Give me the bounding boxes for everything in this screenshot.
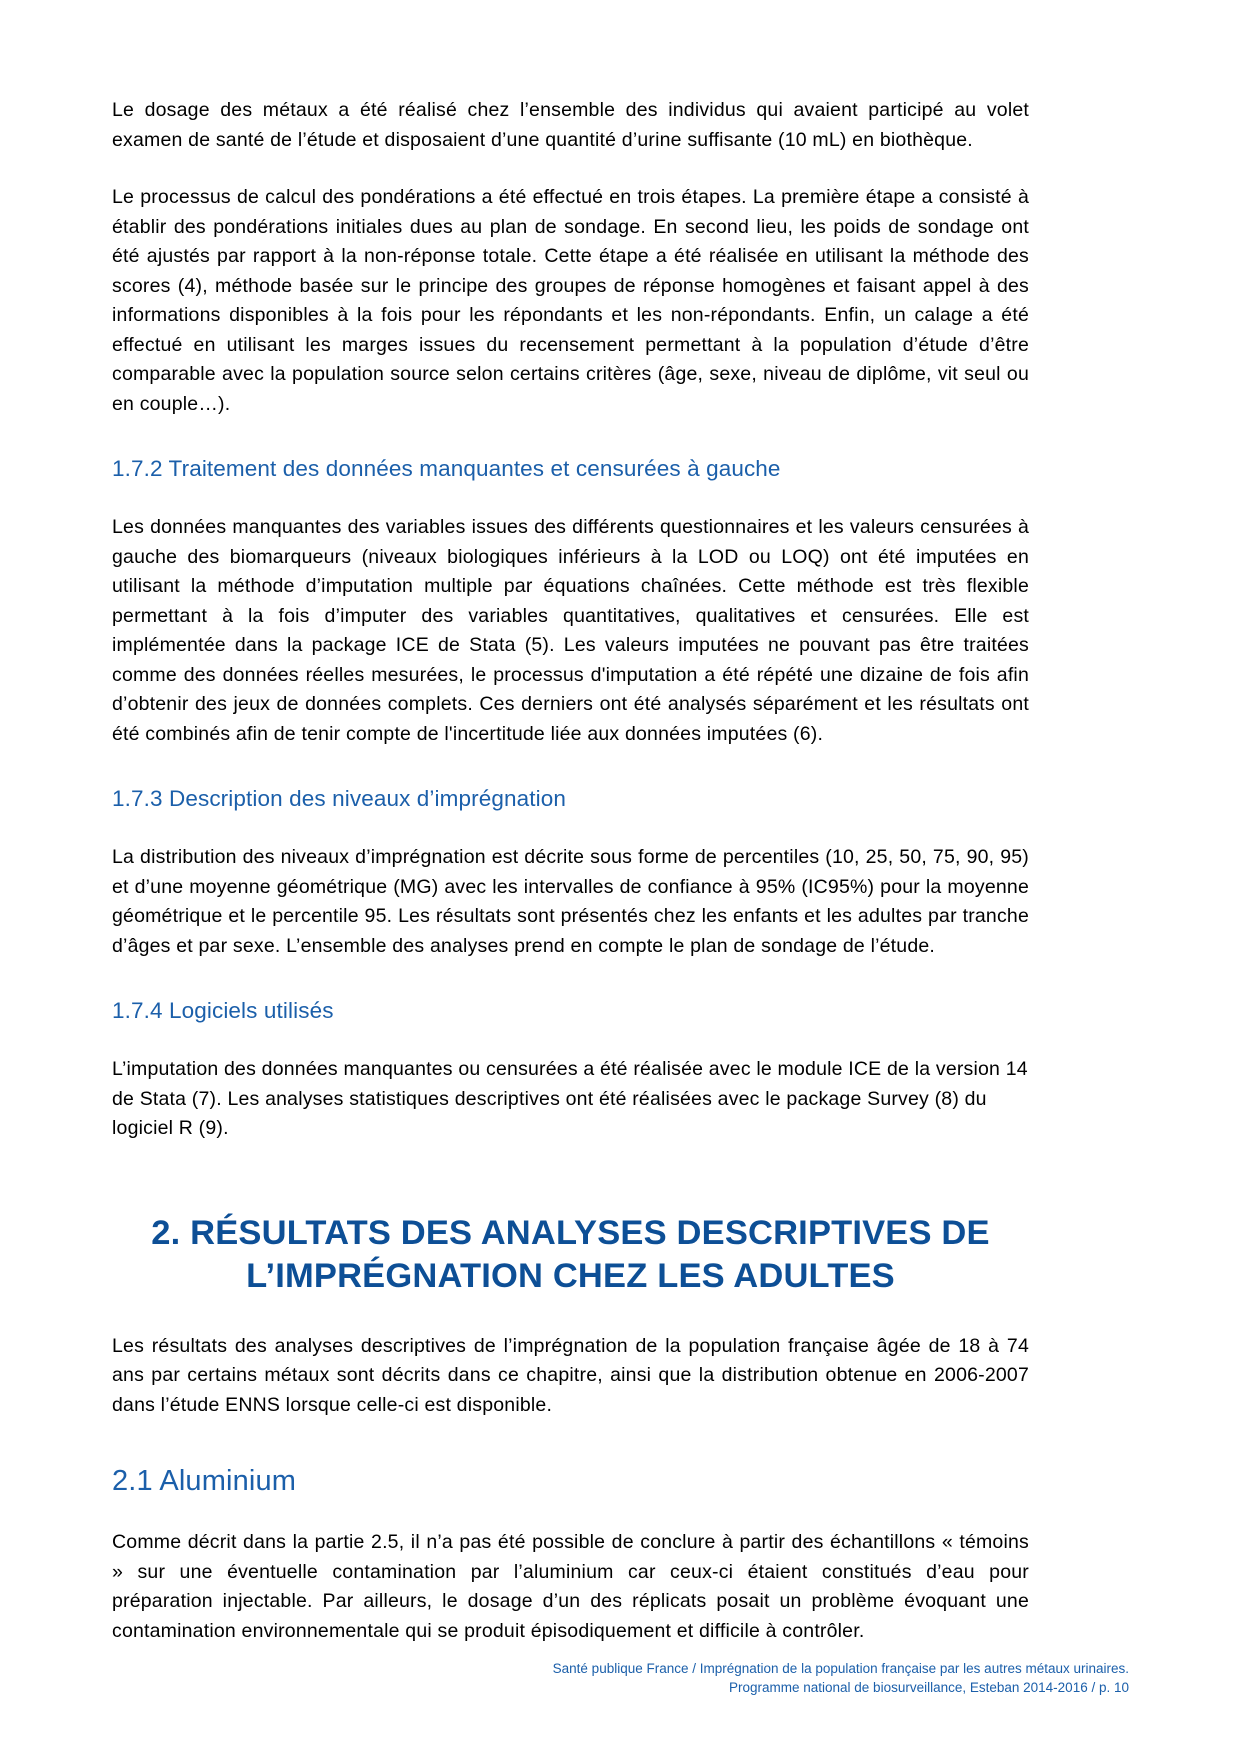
- footer-line-organization: Santé publique France / Imprégnation de la population française par les autres métaux urinaires.: [552, 1661, 1129, 1676]
- paragraph-impregnation-description: La distribution des niveaux d’imprégnation est décrite sous forme de percentiles (10, 25, 50, 75, 90, 95) et d’une moyenne géométrique (MG) avec les intervalles de confiance à 95% (IC95%) pour la moyenne géométrique et le percentile 95. Les résultats sont présentés chez les enfants et les adultes par tranche d’âges et par sexe. L’ensemble des analyses prend en compte le plan de sondage de l’étude.: [112, 846, 1029, 957]
- paragraph-software-used: L’imputation des données manquantes ou censurées a été réalisée avec le module ICE de la version 14 de Stata (7). Les analyses statistiques descriptives ont été réalisées avec le package Survey (8) du logiciel R (9).: [112, 1058, 1028, 1139]
- page-content: [112, 96, 1029, 1646]
- heading-2-1-aluminium: 2.1 Aluminium: [112, 1465, 297, 1497]
- paragraph-metal-dosage: Le dosage des métaux a été réalisé chez l’ensemble des individus qui avaient participé au volet examen de santé de l’étude et disposaient d’une quantité d’urine suffisante (10 mL) en biothèque.: [112, 99, 1029, 151]
- heading-1-7-2: 1.7.2 Traitement des données manquantes et censurées à gauche: [112, 456, 781, 481]
- heading-1-7-4: 1.7.4 Logiciels utilisés: [112, 998, 334, 1023]
- heading-1-7-3: 1.7.3 Description des niveaux d’imprégnation: [112, 786, 566, 811]
- paragraph-weighting-process: Le processus de calcul des pondérations a été effectué en trois étapes. La première étape a consisté à établir des pondérations initiales dues au plan de sondage. En second lieu, les poids de sondage ont été ajustés par rapport à la non-réponse totale. Cette étape a été réalisée en utilisant la méthode des scores (4), méthode basée sur le principe des groupes de réponse homogènes et faisant appel à des informations disponibles à la fois pour les répondants et les non-répondants. Enfin, un calage a été effectué en utilisant les marges issues du recensement permettant à la population d’étude d’être comparable avec la population source selon certains critères (âge, sexe, niveau de diplôme, vit seul ou en couple…).: [112, 186, 1029, 415]
- chapter-title-2: 2. RÉSULTATS DES ANALYSES DESCRIPTIVES DE L’IMPRÉGNATION CHEZ LES ADULTES: [151, 1213, 990, 1295]
- paragraph-aluminium-contamination: Comme décrit dans la partie 2.5, il n’a pas été possible de conclure à partir des échantillons « témoins » sur une éventuelle contamination par l’aluminium car ceux-ci étaient constitués d’eau pour préparation injectable. Par ailleurs, le dosage d’un des réplicats posait un problème évoquant une contamination environnementale qui se produit épisodiquement et difficile à contrôler.: [112, 1531, 1029, 1642]
- paragraph-missing-data: Les données manquantes des variables issues des différents questionnaires et les valeurs censurées à gauche des biomarqueurs (niveaux biologiques inférieurs à la LOD ou LOQ) ont été imputées en utilisant la méthode d’imputation multiple par équations chaînées. Cette méthode est très flexible permettant à la fois d’imputer des variables quantitatives, qualitatives et censurées. Elle est implémentée dans la package ICE de Stata (5). Les valeurs imputées ne pouvant pas être traitées comme des données réelles mesurées, le processus d'imputation a été répété une dizaine de fois afin d’obtenir des jeux de données complets. Ces derniers ont été analysés séparément et les résultats ont été combinés afin de tenir compte de l'incertitude liée aux données imputées (6).: [112, 516, 1029, 745]
- footer-line-programme: Programme national de biosurveillance, Esteban 2014-2016 / p. 10: [728, 1680, 1129, 1695]
- page-footer: [112, 1659, 1129, 1697]
- paragraph-chapter-intro: Les résultats des analyses descriptives de l’imprégnation de la population française âgée de 18 à 74 ans par certains métaux sont décrits dans ce chapitre, ainsi que la distribution obtenue en 2006-2007 dans l’étude ENNS lorsque celle-ci est disponible.: [112, 1334, 1029, 1416]
